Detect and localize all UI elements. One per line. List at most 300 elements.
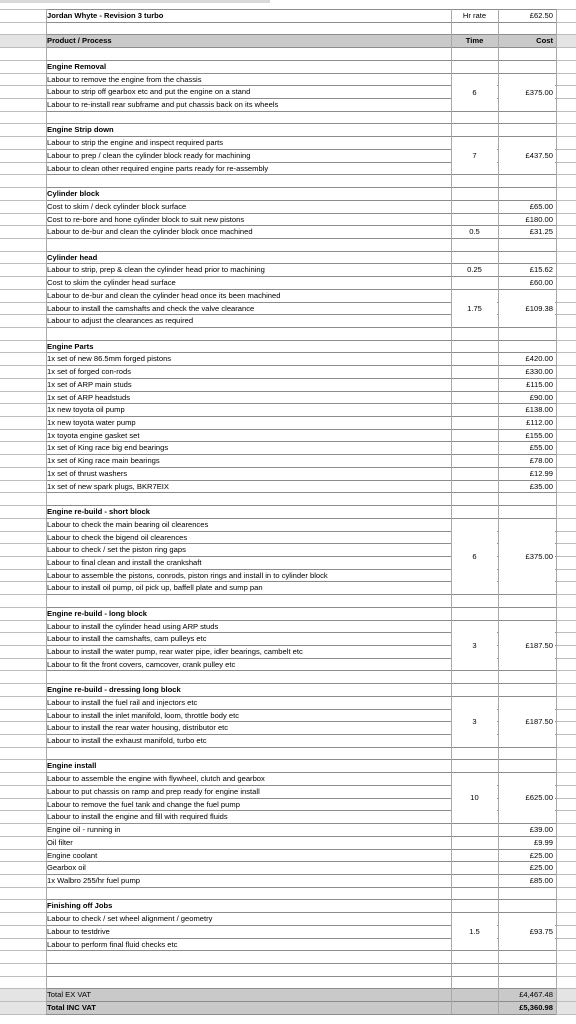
time-cell[interactable]: [451, 963, 498, 976]
empty-cell[interactable]: [556, 225, 576, 238]
empty-cell[interactable]: [556, 289, 576, 302]
description-cell[interactable]: [46, 670, 451, 683]
empty-cell[interactable]: [556, 467, 576, 480]
sheet-title[interactable]: Jordan Whyte - Revision 3 turbo: [47, 11, 164, 20]
time-cell[interactable]: [451, 441, 498, 454]
empty-cell[interactable]: [556, 85, 576, 98]
row-gutter-cell[interactable]: [0, 60, 46, 73]
empty-cell[interactable]: [556, 276, 576, 289]
cost-cell[interactable]: [498, 251, 556, 264]
empty-cell[interactable]: [556, 314, 576, 327]
description-cell[interactable]: Labour to check the main bearing oil clearences: [47, 519, 209, 529]
row-gutter-cell[interactable]: [0, 925, 46, 938]
description-cell[interactable]: Labour to strip the engine and inspect required parts: [47, 138, 224, 148]
empty-cell[interactable]: [556, 849, 576, 862]
row-gutter-cell[interactable]: [0, 658, 46, 671]
section-title[interactable]: Cylinder head: [47, 252, 98, 262]
empty-cell[interactable]: [556, 378, 576, 391]
row-gutter-cell[interactable]: [0, 747, 46, 760]
empty-cell[interactable]: [556, 238, 576, 251]
description-cell[interactable]: Labour to check / set the piston ring gaps: [47, 545, 186, 555]
engine-install-time-cell[interactable]: 10: [452, 773, 497, 823]
row-gutter-cell[interactable]: [0, 798, 46, 811]
row-gutter-cell[interactable]: [0, 670, 46, 683]
time-cell[interactable]: [451, 861, 498, 874]
time-cell[interactable]: [451, 429, 498, 442]
description-cell[interactable]: Labour to de-bur and clean the cylinder head once its been machined: [47, 290, 281, 300]
row-gutter-cell[interactable]: [0, 403, 46, 416]
empty-cell[interactable]: [556, 47, 576, 60]
empty-cell[interactable]: [556, 810, 576, 823]
empty-cell[interactable]: [556, 721, 576, 734]
description-cell[interactable]: [46, 111, 451, 124]
column-header-time[interactable]: Time: [451, 34, 498, 47]
description-cell[interactable]: 1x Walbro 255/hr fuel pump: [47, 875, 141, 885]
cost-cell[interactable]: £90.00: [529, 392, 553, 402]
description-cell[interactable]: Labour to install the rear water housing, distributor etc: [47, 723, 229, 733]
time-cell[interactable]: [451, 327, 498, 340]
row-gutter-cell[interactable]: [0, 213, 46, 226]
time-cell[interactable]: [451, 899, 498, 912]
cost-cell[interactable]: [498, 174, 556, 187]
time-cell[interactable]: [451, 200, 498, 213]
description-cell[interactable]: 1x set of thrust washers: [47, 468, 128, 478]
cost-cell[interactable]: [498, 759, 556, 772]
empty-cell[interactable]: [556, 988, 576, 1001]
cost-cell[interactable]: £138.00: [525, 405, 553, 415]
description-cell[interactable]: Labour to remove the fuel tank and change the fuel pump: [47, 799, 240, 809]
cost-cell[interactable]: £60.00: [529, 278, 553, 288]
time-cell[interactable]: [451, 187, 498, 200]
description-cell[interactable]: Labour to install the camshafts and check the valve clearance: [47, 303, 255, 313]
section-title[interactable]: Engine Removal: [47, 61, 107, 71]
time-cell[interactable]: [451, 874, 498, 887]
row-gutter-cell[interactable]: [0, 340, 46, 353]
empty-cell[interactable]: [556, 340, 576, 353]
time-cell[interactable]: [451, 47, 498, 60]
empty-cell[interactable]: [556, 747, 576, 760]
row-gutter-cell[interactable]: [0, 365, 46, 378]
cost-cell[interactable]: £330.00: [525, 367, 553, 377]
description-cell[interactable]: [46, 594, 451, 607]
dressing-long-block-cost-cell[interactable]: £187.50: [499, 697, 555, 747]
row-gutter-cell[interactable]: [0, 518, 46, 531]
cost-cell[interactable]: £25.00: [529, 850, 553, 860]
row-gutter-cell[interactable]: [0, 480, 46, 493]
time-cell[interactable]: [451, 683, 498, 696]
cost-cell[interactable]: £85.00: [529, 875, 553, 885]
row-gutter-cell[interactable]: [0, 22, 46, 35]
description-cell[interactable]: Labour to prep / clean the cylinder block ready for machining: [47, 150, 251, 160]
cost-cell[interactable]: [498, 111, 556, 124]
cost-cell[interactable]: £25.00: [529, 863, 553, 873]
section-title[interactable]: Engine re-build - dressing long block: [47, 685, 181, 695]
long-block-time-cell[interactable]: 3: [452, 621, 497, 671]
cost-cell[interactable]: [498, 47, 556, 60]
time-cell[interactable]: [451, 365, 498, 378]
description-cell[interactable]: Labour to remove the engine from the chassis: [47, 74, 202, 84]
section-title[interactable]: Engine install: [47, 761, 97, 771]
engine-removal-time-cell[interactable]: 6: [452, 74, 497, 111]
description-cell[interactable]: Engine oil - running in: [47, 825, 121, 835]
cost-cell[interactable]: £12.99: [529, 468, 553, 478]
description-cell[interactable]: 1x set of new spark plugs, BKR7EIX: [47, 481, 169, 491]
cost-cell[interactable]: [498, 683, 556, 696]
description-cell[interactable]: 1x toyota engine gasket set: [47, 430, 140, 440]
description-cell[interactable]: 1x set of forged con-rods: [47, 367, 131, 377]
empty-cell[interactable]: [556, 416, 576, 429]
cost-cell[interactable]: [498, 963, 556, 976]
row-gutter-cell[interactable]: [0, 238, 46, 251]
row-gutter-cell[interactable]: [0, 607, 46, 620]
description-cell[interactable]: Gearbox oil: [47, 863, 86, 873]
empty-cell[interactable]: [556, 670, 576, 683]
empty-cell[interactable]: [556, 60, 576, 73]
empty-cell[interactable]: [556, 581, 576, 594]
description-cell[interactable]: 1x set of ARP main studs: [47, 379, 132, 389]
row-gutter-cell[interactable]: [0, 441, 46, 454]
description-cell[interactable]: Labour to assemble the pistons, conrods, piston rings and install in to cylinder block: [47, 570, 328, 580]
row-gutter-cell[interactable]: [0, 352, 46, 365]
cost-cell[interactable]: [498, 976, 556, 989]
row-gutter-cell[interactable]: [0, 874, 46, 887]
row-gutter-cell[interactable]: [0, 225, 46, 238]
empty-cell[interactable]: [556, 772, 576, 785]
rate-label[interactable]: Hr rate: [462, 11, 487, 20]
empty-cell[interactable]: [556, 798, 576, 811]
row-gutter-cell[interactable]: [0, 149, 46, 162]
cost-cell[interactable]: £35.00: [529, 481, 553, 491]
description-cell[interactable]: [46, 950, 451, 963]
row-gutter-cell[interactable]: [0, 950, 46, 963]
row-gutter-cell[interactable]: [0, 938, 46, 951]
empty-cell[interactable]: [556, 391, 576, 404]
row-gutter-cell[interactable]: [0, 543, 46, 556]
cost-cell[interactable]: £155.00: [525, 430, 553, 440]
description-cell[interactable]: Engine coolant: [47, 850, 98, 860]
row-gutter-cell[interactable]: [0, 620, 46, 633]
empty-cell[interactable]: [556, 34, 576, 47]
row-gutter-cell[interactable]: [0, 454, 46, 467]
row-gutter-cell[interactable]: [0, 709, 46, 722]
description-cell[interactable]: Oil filter: [47, 837, 73, 847]
empty-cell[interactable]: [556, 785, 576, 798]
time-cell[interactable]: [451, 276, 498, 289]
time-cell[interactable]: [451, 416, 498, 429]
time-cell[interactable]: [451, 467, 498, 480]
empty-cell[interactable]: [556, 251, 576, 264]
cost-cell[interactable]: [498, 899, 556, 912]
description-cell[interactable]: Labour to check the bigend oil clearences: [47, 532, 188, 542]
section-title[interactable]: Engine re-build - short block: [47, 507, 150, 517]
empty-cell[interactable]: [556, 696, 576, 709]
empty-cell[interactable]: [556, 73, 576, 86]
cost-cell[interactable]: £15.62: [529, 265, 553, 275]
cost-cell[interactable]: £9.99: [533, 837, 553, 847]
time-cell[interactable]: [451, 340, 498, 353]
empty-cell[interactable]: [556, 531, 576, 544]
empty-cell[interactable]: [556, 683, 576, 696]
row-gutter-cell[interactable]: [0, 988, 46, 1001]
engine-strip-down-time-cell[interactable]: 7: [452, 137, 497, 174]
dressing-long-block-time-cell[interactable]: 3: [452, 697, 497, 747]
description-cell[interactable]: Labour to testdrive: [47, 926, 110, 936]
row-gutter-cell[interactable]: [0, 302, 46, 315]
time-cell[interactable]: [451, 22, 498, 35]
description-cell[interactable]: Labour to perform final fluid checks etc: [47, 939, 178, 949]
row-gutter-cell[interactable]: [0, 467, 46, 480]
cost-cell[interactable]: £39.00: [529, 825, 553, 835]
cost-cell[interactable]: £65.00: [529, 201, 553, 211]
time-cell[interactable]: [451, 976, 498, 989]
cost-cell[interactable]: £55.00: [529, 443, 553, 453]
cost-cell[interactable]: £4,467.48: [498, 988, 556, 1001]
time-cell[interactable]: [451, 670, 498, 683]
column-header-product[interactable]: Product / Process: [46, 34, 451, 47]
time-cell[interactable]: [451, 480, 498, 493]
time-cell[interactable]: [451, 849, 498, 862]
row-gutter-cell[interactable]: [0, 861, 46, 874]
row-gutter-cell[interactable]: [0, 963, 46, 976]
empty-cell[interactable]: [556, 620, 576, 633]
row-gutter-cell[interactable]: [0, 9, 46, 22]
empty-cell[interactable]: [556, 836, 576, 849]
cost-cell[interactable]: [498, 492, 556, 505]
description-cell[interactable]: Labour to install the engine and fill with required fluids: [47, 812, 228, 822]
time-cell[interactable]: [451, 1001, 498, 1014]
row-gutter-cell[interactable]: [0, 251, 46, 264]
cost-cell[interactable]: [498, 60, 556, 73]
time-cell[interactable]: [451, 60, 498, 73]
empty-cell[interactable]: [556, 925, 576, 938]
description-cell[interactable]: [46, 22, 451, 35]
row-gutter-cell[interactable]: [0, 505, 46, 518]
empty-cell[interactable]: [556, 480, 576, 493]
empty-cell[interactable]: [556, 162, 576, 175]
description-cell[interactable]: Cost to re-bore and hone cylinder block to suit new pistons: [47, 214, 245, 224]
cost-cell[interactable]: [498, 594, 556, 607]
empty-cell[interactable]: [556, 658, 576, 671]
row-gutter-cell[interactable]: [0, 162, 46, 175]
empty-cell[interactable]: [556, 123, 576, 136]
empty-cell[interactable]: [556, 861, 576, 874]
row-gutter-cell[interactable]: [0, 823, 46, 836]
cost-cell[interactable]: £112.00: [526, 418, 553, 428]
row-gutter-cell[interactable]: [0, 976, 46, 989]
short-block-time-cell[interactable]: 6: [452, 519, 497, 594]
time-cell[interactable]: [451, 988, 498, 1001]
description-cell[interactable]: Labour to fit the front covers, camcover, crank pulley etc: [47, 659, 236, 669]
description-cell[interactable]: Labour to assemble the engine with flywheel, clutch and gearbox: [47, 774, 265, 784]
row-gutter-cell[interactable]: [0, 85, 46, 98]
row-gutter-cell[interactable]: [0, 136, 46, 149]
cost-cell[interactable]: £180.00: [525, 214, 553, 224]
time-cell[interactable]: [451, 391, 498, 404]
empty-cell[interactable]: [556, 938, 576, 951]
description-cell[interactable]: Cost to skim the cylinder head surface: [47, 278, 176, 288]
time-cell[interactable]: [451, 759, 498, 772]
column-header-cost[interactable]: Cost: [498, 34, 556, 47]
row-gutter-cell[interactable]: [0, 632, 46, 645]
row-gutter-cell[interactable]: [0, 785, 46, 798]
engine-strip-down-cost-cell[interactable]: £437.50: [499, 137, 555, 174]
row-gutter-cell[interactable]: [0, 721, 46, 734]
row-gutter-cell[interactable]: [0, 531, 46, 544]
empty-cell[interactable]: [556, 912, 576, 925]
description-cell[interactable]: 1x set of ARP headstuds: [47, 392, 131, 402]
row-gutter-cell[interactable]: [0, 696, 46, 709]
finishing-off-cost-cell[interactable]: £93.75: [499, 913, 555, 950]
cost-cell[interactable]: [498, 187, 556, 200]
description-cell[interactable]: Labour to adjust the clearances as required: [47, 316, 194, 326]
description-cell[interactable]: Labour to put chassis on ramp and prep ready for engine install: [47, 786, 260, 796]
empty-cell[interactable]: [556, 441, 576, 454]
description-cell[interactable]: Labour to install the water pump, rear water pipe, idler bearings, cambelt etc: [47, 647, 303, 656]
row-gutter-cell[interactable]: [0, 899, 46, 912]
cost-cell[interactable]: [498, 22, 556, 35]
cost-cell[interactable]: [498, 887, 556, 900]
rate-value[interactable]: £62.50: [529, 11, 553, 20]
empty-cell[interactable]: [556, 607, 576, 620]
section-title[interactable]: Finishing off Jobs: [47, 901, 113, 911]
time-cell[interactable]: [451, 213, 498, 226]
description-cell[interactable]: Labour to install the inlet manifold, loom, throttle body etc: [47, 710, 240, 720]
finishing-off-time-cell[interactable]: 1.5: [452, 913, 497, 950]
row-gutter-cell[interactable]: [0, 759, 46, 772]
description-cell[interactable]: Labour to de-bur and clean the cylinder block once machined: [47, 227, 253, 237]
description-cell[interactable]: [46, 327, 451, 340]
row-gutter-cell[interactable]: [0, 556, 46, 569]
cost-cell[interactable]: [498, 607, 556, 620]
row-gutter-cell[interactable]: [0, 569, 46, 582]
engine-removal-cost-cell[interactable]: £375.00: [499, 74, 555, 111]
description-cell[interactable]: Labour to strip, prep & clean the cylinder head prior to machining: [47, 265, 265, 275]
empty-cell[interactable]: [556, 899, 576, 912]
row-gutter-cell[interactable]: [0, 47, 46, 60]
description-cell[interactable]: Labour to re-install rear subframe and put chassis back on its wheels: [47, 100, 279, 110]
empty-cell[interactable]: [556, 327, 576, 340]
empty-cell[interactable]: [556, 645, 576, 658]
empty-cell[interactable]: [556, 98, 576, 111]
row-gutter-cell[interactable]: [0, 98, 46, 111]
cost-cell[interactable]: [498, 747, 556, 760]
description-cell[interactable]: Total INC VAT: [46, 1001, 451, 1014]
row-gutter-cell[interactable]: [0, 849, 46, 862]
description-cell[interactable]: [46, 747, 451, 760]
time-cell[interactable]: [451, 174, 498, 187]
time-cell[interactable]: [451, 823, 498, 836]
cost-cell[interactable]: [498, 670, 556, 683]
row-gutter-cell[interactable]: [0, 314, 46, 327]
empty-cell[interactable]: [556, 111, 576, 124]
time-cell[interactable]: 0.25: [467, 265, 482, 275]
empty-cell[interactable]: [556, 874, 576, 887]
empty-cell[interactable]: [556, 200, 576, 213]
empty-cell[interactable]: [556, 403, 576, 416]
time-cell[interactable]: [451, 492, 498, 505]
empty-cell[interactable]: [556, 492, 576, 505]
description-cell[interactable]: 1x set of new 86.5mm forged pistons: [47, 354, 172, 364]
row-gutter-cell[interactable]: [0, 772, 46, 785]
time-cell[interactable]: [451, 238, 498, 251]
row-gutter-cell[interactable]: [0, 73, 46, 86]
description-cell[interactable]: 1x new toyota water pump: [47, 418, 136, 428]
row-gutter-cell[interactable]: [0, 187, 46, 200]
row-gutter-cell[interactable]: [0, 492, 46, 505]
description-cell[interactable]: 1x new toyota oil pump: [47, 405, 125, 415]
time-cell[interactable]: [451, 747, 498, 760]
description-cell[interactable]: [46, 238, 451, 251]
empty-cell[interactable]: [556, 174, 576, 187]
description-cell[interactable]: Labour to install oil pump, oil pick up, baffell plate and sump pan: [47, 583, 263, 593]
row-gutter-cell[interactable]: [0, 581, 46, 594]
cost-cell[interactable]: £5,360.98: [498, 1001, 556, 1014]
description-cell[interactable]: 1x set of King race main bearings: [47, 456, 160, 466]
cylinder-head-labour-time-cell[interactable]: 1.75: [452, 290, 497, 327]
empty-cell[interactable]: [556, 709, 576, 722]
description-cell[interactable]: Labour to install the cylinder head using ARP studs: [47, 621, 219, 631]
row-gutter-cell[interactable]: [0, 276, 46, 289]
short-block-cost-cell[interactable]: £375.00: [499, 519, 555, 594]
cost-cell[interactable]: [498, 327, 556, 340]
section-title[interactable]: Engine Parts: [47, 341, 94, 351]
description-cell[interactable]: [46, 174, 451, 187]
time-cell[interactable]: [451, 607, 498, 620]
cost-cell[interactable]: [498, 340, 556, 353]
empty-cell[interactable]: [556, 569, 576, 582]
description-cell[interactable]: Labour to final clean and install the crankshaft: [47, 557, 202, 567]
time-cell[interactable]: [451, 123, 498, 136]
empty-cell[interactable]: [556, 302, 576, 315]
row-gutter-cell[interactable]: [0, 887, 46, 900]
description-cell[interactable]: Labour to check / set wheel alignment / geometry: [47, 914, 213, 924]
row-gutter-cell[interactable]: [0, 263, 46, 276]
description-cell[interactable]: [46, 492, 451, 505]
description-cell[interactable]: Total EX VAT: [46, 988, 451, 1001]
empty-cell[interactable]: [556, 149, 576, 162]
cost-cell[interactable]: [498, 950, 556, 963]
row-gutter-cell[interactable]: [0, 34, 46, 47]
row-gutter-cell[interactable]: [0, 378, 46, 391]
engine-install-cost-cell[interactable]: £625.00: [499, 773, 555, 823]
description-cell[interactable]: [46, 47, 451, 60]
description-cell[interactable]: Labour to install the camshafts, cam pulleys etc: [47, 634, 207, 644]
row-gutter-cell[interactable]: [0, 327, 46, 340]
long-block-cost-cell[interactable]: £187.50: [499, 621, 555, 671]
row-gutter-cell[interactable]: [0, 111, 46, 124]
cost-cell[interactable]: £420.00: [525, 354, 553, 364]
empty-cell[interactable]: [556, 556, 576, 569]
empty-cell[interactable]: [556, 632, 576, 645]
cost-cell[interactable]: £31.25: [529, 227, 553, 237]
time-cell[interactable]: [451, 505, 498, 518]
empty-cell[interactable]: [556, 9, 576, 22]
empty-cell[interactable]: [556, 734, 576, 747]
time-cell[interactable]: [451, 594, 498, 607]
cost-cell[interactable]: [498, 238, 556, 251]
row-gutter-cell[interactable]: [0, 174, 46, 187]
empty-cell[interactable]: [556, 454, 576, 467]
row-gutter-cell[interactable]: [0, 912, 46, 925]
cylinder-head-labour-cost-cell[interactable]: £109.38: [499, 290, 555, 327]
empty-cell[interactable]: [556, 976, 576, 989]
row-gutter-cell[interactable]: [0, 429, 46, 442]
time-cell[interactable]: [451, 887, 498, 900]
section-title[interactable]: Engine re-build - long block: [47, 608, 147, 618]
empty-cell[interactable]: [556, 22, 576, 35]
row-gutter-cell[interactable]: [0, 594, 46, 607]
description-cell[interactable]: Labour to clean other required engine parts ready for re-assembly: [47, 163, 269, 173]
